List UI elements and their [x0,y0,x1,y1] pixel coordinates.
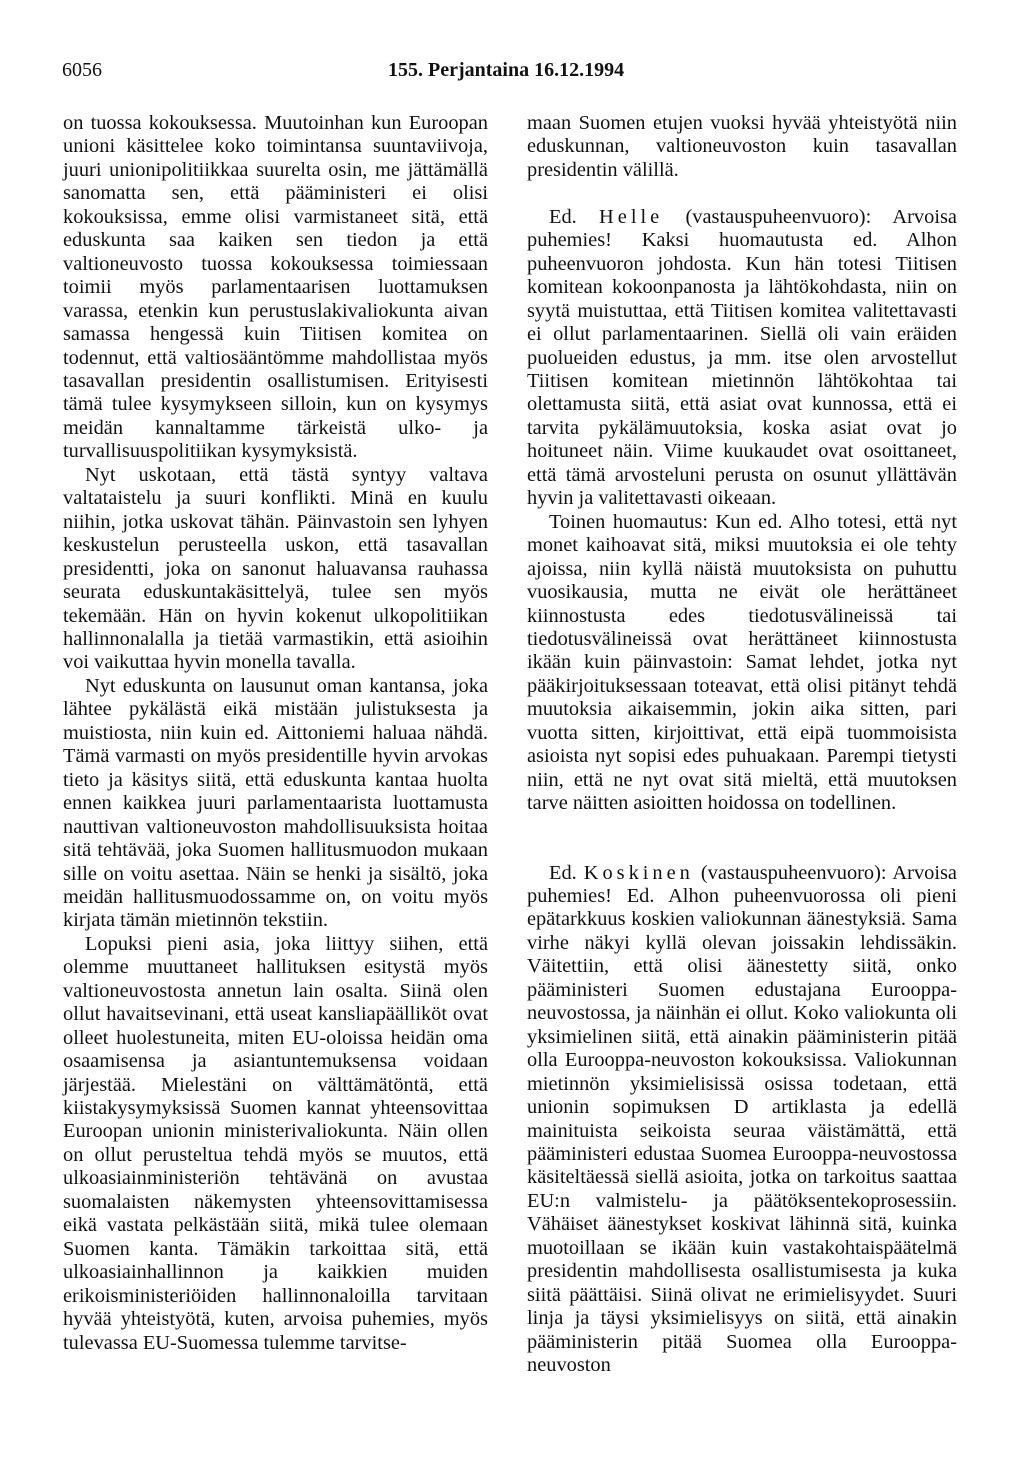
right-paragraph-3: Toinen huomautus: Kun ed. Alho totesi, että nyt monet kaihoavat sitä, miksi muutoksia ei ole tehty ajoissa, niin kyllä näistä muutoksista on puhuttu vuosikausia, mutta ne eivät ole herättäneet kiinnostusta edes tiedotusvälineissä tai tiedotusvälineissä ovat herättäneet kiinnostusta ikään kuin päinvastoin: Samat lehdet, jotka nyt pääkirjoituksessaan toteavat, että olisi pitänyt tehdä muutoksia aikaisemmin, jokin aika sitten, pari vuotta sitten, kirjoittivat, että eipä tuommoisista asioista nyt sopisi edes puhuakaan. Parempi tietysti niin, että ne nyt ovat sitä mieltä, että muutoksen tarve näitten asioitten hoidossa on todellinen. [527,510,957,815]
speaker-prefix: Ed. [549,861,577,884]
speech-koskinen-text: (vastauspuheenvuoro): Arvoisa puhemies! Ed. Alhon puheenvuorossa oli pieni epätarkkuus koskien valiokunnan äänestyksiä. Sama virhe näkyi kyllä olevan joissakin lehdissäkin. Väitettiin, että olisi äänestetty siitä, onko pääministeri Suomen edustajana Eurooppa-neuvostossa, ja näinhän ei ollut. Koko valiokunta oli yksimielinen siitä, että ainakin pääministerin pitää olla Eurooppa-neuvoston kokouksissa. Valiokunnan mietinnön yksimielisissä osissa todetaan, että unionin sopimuksen D artiklasta ja edellä mainituista seikoista seuraa väistämättä, että pääministeri edustaa Suomea Eurooppa-neuvostossa käsiteltäessä siellä asioita, jotka on tarkoitus saattaa EU:n valmistelu- ja päätöksentekoprosessiin. Vähäiset äänestykset koskivat lähinnä sitä, kuinka muotoillaan se ikään kuin vastakohtaispäätelmä presidentin mahdollisesta osallistumisesta ja kuka siitä päättäisi. Siinä olivat ne erimielisyydet. Suuri linja ja täysi yksimielisyys on siitä, että ainakin pääministerin pitää Suomea olla Eurooppa-neuvoston [527,861,957,1377]
right-column [527,112,957,1378]
left-paragraph-2: Nyt uskotaan, että tästä syntyy valtava valtataistelu ja suuri konflikti. Minä en kuulu niihin, jotka uskovat tähän. Päinvastoin sen lyhyen keskustelun perusteella uskon, että tasavallan presidentti, joka on sanonut haluavansa rauhassa seurata eduskuntakäsittelyä, tulee sen myös tekemään. Hän on hyvin kokenut ulkopolitiikan hallinnonalalla ja tietää varmastikin, että asioihin voi vaikuttaa hyvin monella tavalla. [63,463,488,674]
speaker-prefix: Ed. [549,205,577,228]
speech-koskinen [527,862,957,1378]
page-number: 6056 [62,59,102,81]
left-paragraph-4: Lopuksi pieni asia, joka liittyy siihen, että olemme muuttaneet hallituksen esitystä myös valtioneuvostosta annetun lain osalta. Siinä olen ollut havaitsevinani, että useat kansliapäälliköt ovat olleet huolestuneita, miten EU-oloissa heidän oma osaamisensa ja asiantuntemuksensa voidaan järjestää. Mielestäni on välttämätöntä, että kiistakysymyksissä Suomen kannat yhteensovittaa Euroopan unionin ministerivaliokunta. Näin ollen on ollut perusteltua tehdä myös se muutos, että ulkoasiainministeriön tehtävänä on avustaa suomalaisten näkemysten yhteensovittamisessa eikä vastata pelkästään siitä, mikä tulee olemaan Suomen kanta. Tämäkin tarkoittaa sitä, että ulkoasiainhallinnon ja kaikkien muiden erikoisministeriöiden hallinnonaloilla tarvitaan hyvää yhteistyötä, kuten, arvoisa puhemies, myös tulevassa EU-Suomessa tulemme tarvitse- [63,932,488,1354]
right-paragraph-1: maan Suomen etujen vuoksi hyvää yhteistyötä niin eduskunnan, valtioneuvoston kuin tasavallan presidentin välillä. [527,112,957,181]
page-header [0,56,1024,86]
left-paragraph-3: Nyt eduskunta on lausunut oman kantansa, joka lähtee pykälästä eikä mistään julistuksesta ja muistiosta, niin kuin ed. Aittoniemi haluaa nähdä. Tämä varmasti on myös presidentille hyvin arvokas tieto ja käsitys siitä, että eduskunta kantaa huolta ennen kaikkea juuri parlamentaarista luottamusta nauttivan valtioneuvoston mahdollisuuksista hoitaa sitä tehtävää, joka Suomen hallitusmuodon mukaan sille on voitu asettaa. Näin se henki ja sisältö, joka meidän hallitusmuodossamme on, on voitu myös kirjata tämän mietinnön tekstiin. [63,674,488,932]
speech-helle-text: (vastauspuheenvuoro): Arvoisa puhemies! Kaksi huomautusta ed. Alhon puheenvuoron johdosta. Kun hän totesi Tiitisen komitean kokoonpanosta ja lähtökohdasta, niin on syytä muistuttaa, että Tiitisen komitea valitettavasti ei ollut parlamentaarinen. Siellä oli vain eräiden puolueiden edustus, ja mm. itse olen arvostellut Tiitisen komitean mietinnön lähtökohtaa tai olettamusta siitä, että asiat ovat kunnossa, että ei tarvita pykälämuutoksia, koska asiat ovat jo hoituneet näin. Viime kuukaudet ovat osoittaneet, että tämä arvosteluni perusta on osunut yllättävän hyvin ja valitettavasti oikeaan. [527,205,957,510]
speaker-name-helle: Helle [599,205,664,228]
speaker-name-koskinen: Koskinen [583,861,694,884]
speech-helle [527,206,957,511]
left-paragraph-1: on tuossa kokouksessa. Muutoinhan kun Euroopan unioni käsittelee koko toimintansa suuntaviivoja, juuri unionipolitiikkaa suurelta osin, me jättämällä sanomatta sen, että pääministeri ei olisi kokouksissa, emme olisi varmistaneet sitä, että eduskunta saa kaiken sen tiedon ja että valtioneuvosto tuossa kokouksessa toimiessaan toimii myös parlamentaarisen luottamuksen varassa, etenkin kun perustuslakivaliokunta aivan samassa hengessä kuin Tiitisen komitea on todennut, että valtiosääntömme mahdollistaa myös tasavallan presidentin osallistumisen. Erityisesti tämä tulee kysymykseen silloin, kun on kysymys meidän kannaltamme tärkeistä ulko- ja turvallisuuspolitiikan kysymyksistä. [63,112,488,463]
issue-title: 155. Perjantaina 16.12.1994 [388,59,625,81]
left-column [63,112,488,1355]
